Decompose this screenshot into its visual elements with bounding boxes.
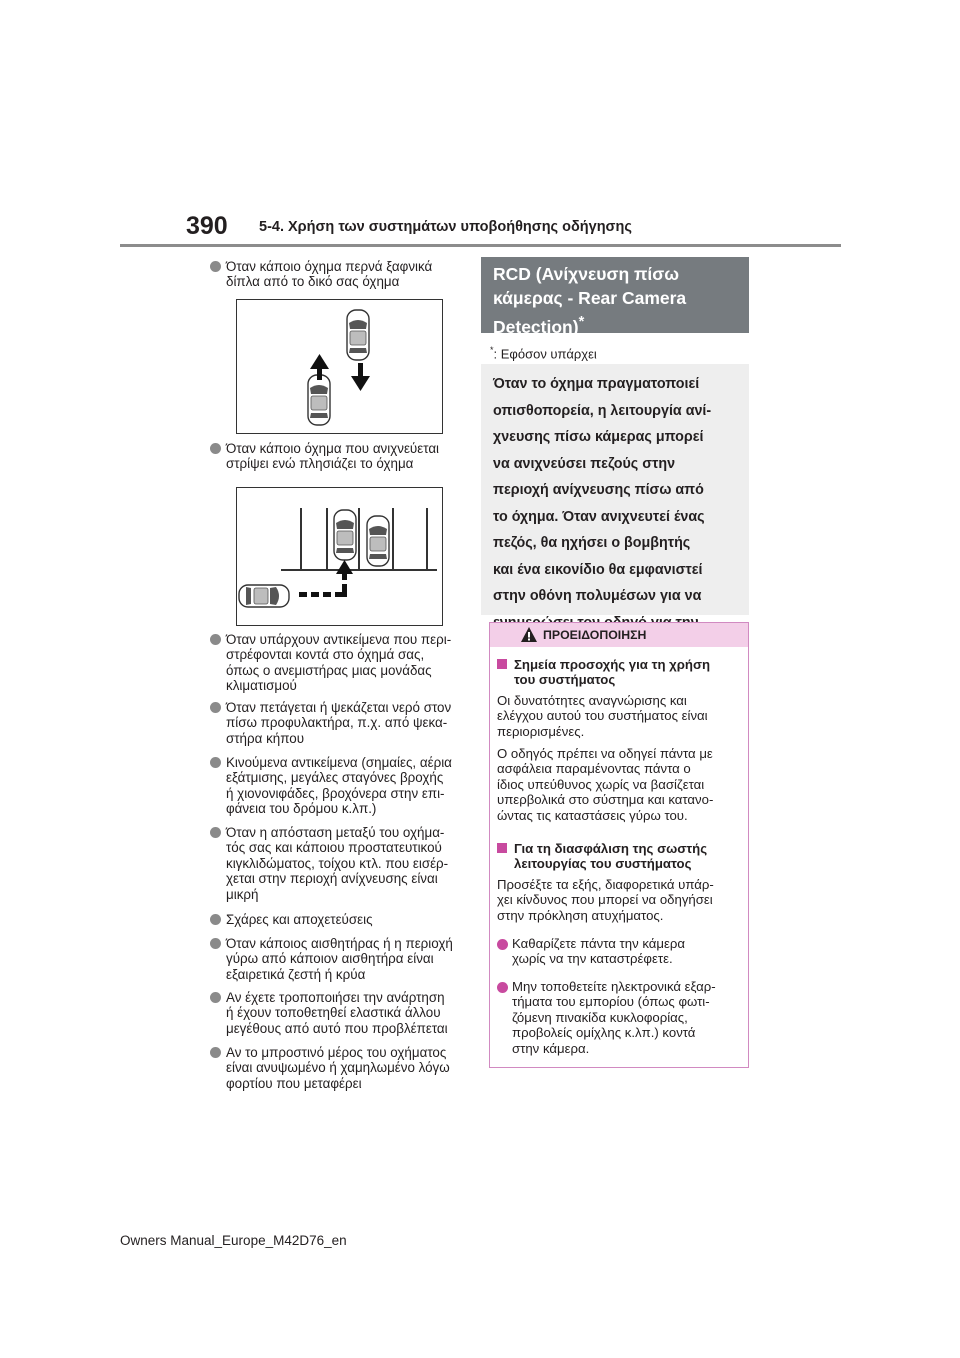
summary-box <box>481 364 749 615</box>
list-item: Όταν πετάγεται ή ψεκάζεται νερό στον πίσω προφυλακτήρα, π.χ. από ψεκα- στήρα κήπου <box>210 700 496 746</box>
diagram-turning-vehicle <box>236 487 443 626</box>
header-divider <box>120 244 841 247</box>
list-item: Όταν η απόσταση μεταξύ του οχήμα- τός σας και κάποιου προστατευτικού κιγκλιδώματος, τοίχου κτλ. που εισέρ- χεται στην περιοχή ανίχνευσης είναι μικρή <box>210 825 496 902</box>
rcd-section-heading <box>481 257 749 337</box>
list-item: Αν έχετε τροποποιήσει την ανάρτηση ή έχουν τοποθετηθεί ελαστικά άλλου μεγέθους από αυτό που προβλέπεται <box>210 990 496 1036</box>
bullet-icon <box>210 827 221 838</box>
footnote <box>490 345 597 361</box>
bullet-icon <box>497 939 508 950</box>
warning-bullet: Μην τοποθετείτε ηλεκτρονικά εξαρ- τήματα του εμπορίου (όπως φωτι- ζόμενη πινακίδα κυκλοφορίας, προβολείς ομίχλης κ.λπ.) κοντά στην κάμερα. <box>512 979 716 1056</box>
car-icon <box>239 585 289 607</box>
bullet-icon <box>497 982 508 993</box>
list-item: Όταν κάποιος αισθητήρας ή η περιοχή γύρω από κάποιον αισθητήρα είναι εξαιρετικά ζεστή ή κρύα <box>210 936 496 982</box>
warning-paragraph: Οι δυνατότητες αναγνώρισης και ελέγχου αυτού του συστήματος είναι περιορισμένες. <box>497 693 708 739</box>
car-icon <box>367 516 389 566</box>
rcd-title-mark: * <box>578 314 585 330</box>
footnote-mark: * <box>490 345 494 355</box>
bullet-icon <box>210 757 221 768</box>
parking-lines <box>281 508 437 570</box>
footer-text: Owners Manual_Europe_M42D76_en <box>120 1233 347 1248</box>
square-bullet-icon <box>497 843 507 853</box>
warning-heading: Σημεία προσοχής για τη χρήση του συστήματος <box>514 657 711 687</box>
list-item: Αν το μπροστινό μέρος του οχήματος είναι ανυψωμένο ή χαμηλωμένο λόγω φορτίου που μεταφέρει <box>210 1045 496 1091</box>
bullet-icon <box>210 938 221 949</box>
page-number: 390 <box>186 212 228 240</box>
warning-header <box>490 623 748 647</box>
footnote-text: : Εφόσον υπάρχει <box>493 346 597 362</box>
list-item: Σχάρες και αποχετεύσεις <box>210 912 496 927</box>
warning-paragraph: Προσέξτε τα εξής, διαφορετικά υπάρ- χει κίνδυνος που μπορεί να οδηγήσει στην πρόκληση ατυχήματος. <box>497 877 714 923</box>
list-item: Κινούμενα αντικείμενα (σημαίες, αέρια εξάτμισης, μεγάλες σταγόνες βροχής ή χιονονιφάδες, βροχόνερα στην επι- φάνεια του δρόμου κ.λπ.) <box>210 755 496 817</box>
bullet-icon <box>210 1047 221 1058</box>
car-icon <box>347 310 369 360</box>
square-bullet-icon <box>497 659 507 669</box>
summary-text: Όταν το όχημα πραγματοποιεί οπισθοπορεία, η λειτουργία ανί- χνευσης πίσω κάμερας μπορεί να ανιχνεύσει πεζούς στην περιοχή ανίχνευσης πίσω από το όχημα. Όταν ανιχνευτεί ένας πεζός, θα ηχήσει ο βομβητής και ένα εικονίδιο θα εμφανιστεί στην οθόνη πολυμέσων για να <box>493 376 712 604</box>
warning-bullet: Καθαρίζετε πάντα την κάμερα χωρίς να την καταστρέφετε. <box>512 936 685 967</box>
list-item: Όταν κάποιο όχημα περνά ξαφνικά δίπλα από το δικό σας όχημα <box>210 259 496 290</box>
car-icon <box>308 375 330 425</box>
list-item: Όταν υπάρχουν αντικείμενα που περι- στρέφονται κοντά στο όχημά σας, όπως ο ανεμιστήρας μιας μονάδας κλιματισμού <box>210 632 496 694</box>
diagram-passing-vehicle <box>236 299 443 434</box>
list-item: Όταν κάποιο όχημα που ανιχνεύεται στρίψει ενώ πλησιάζει το όχημα <box>210 441 496 472</box>
car-icon <box>334 510 356 560</box>
rcd-title: RCD (Ανίχνευση πίσω κάμερας - Rear Camera Detection) <box>493 264 687 337</box>
warning-heading: Για τη διασφάλιση της σωστής λειτουργίας του συστήματος <box>514 841 708 871</box>
bullet-icon <box>210 702 221 713</box>
bullet-icon <box>210 914 221 925</box>
bullet-icon <box>210 261 221 272</box>
bullet-icon <box>210 992 221 1003</box>
warning-paragraph: Ο οδηγός πρέπει να οδηγεί πάντα με ασφάλεια παραμένοντας πάντα ο ίδιος υπεύθυνος χωρίς να βασίζεται υπερβολικά στο σύστημα και κατανο- ώντας τις καταστάσεις γύρω του. <box>497 746 714 823</box>
warning-title: ΠΡΟΕΙΔΟΠΟΙΗΣΗ <box>543 628 647 642</box>
warning-triangle-icon <box>520 626 538 643</box>
bullet-icon <box>210 443 221 454</box>
arrow-down-icon <box>351 363 370 391</box>
section-header-title: 5-4. Χρήση των συστημάτων υποβοήθησης οδήγησης <box>259 219 632 235</box>
bullet-icon <box>210 634 221 645</box>
warning-box <box>489 622 749 1068</box>
